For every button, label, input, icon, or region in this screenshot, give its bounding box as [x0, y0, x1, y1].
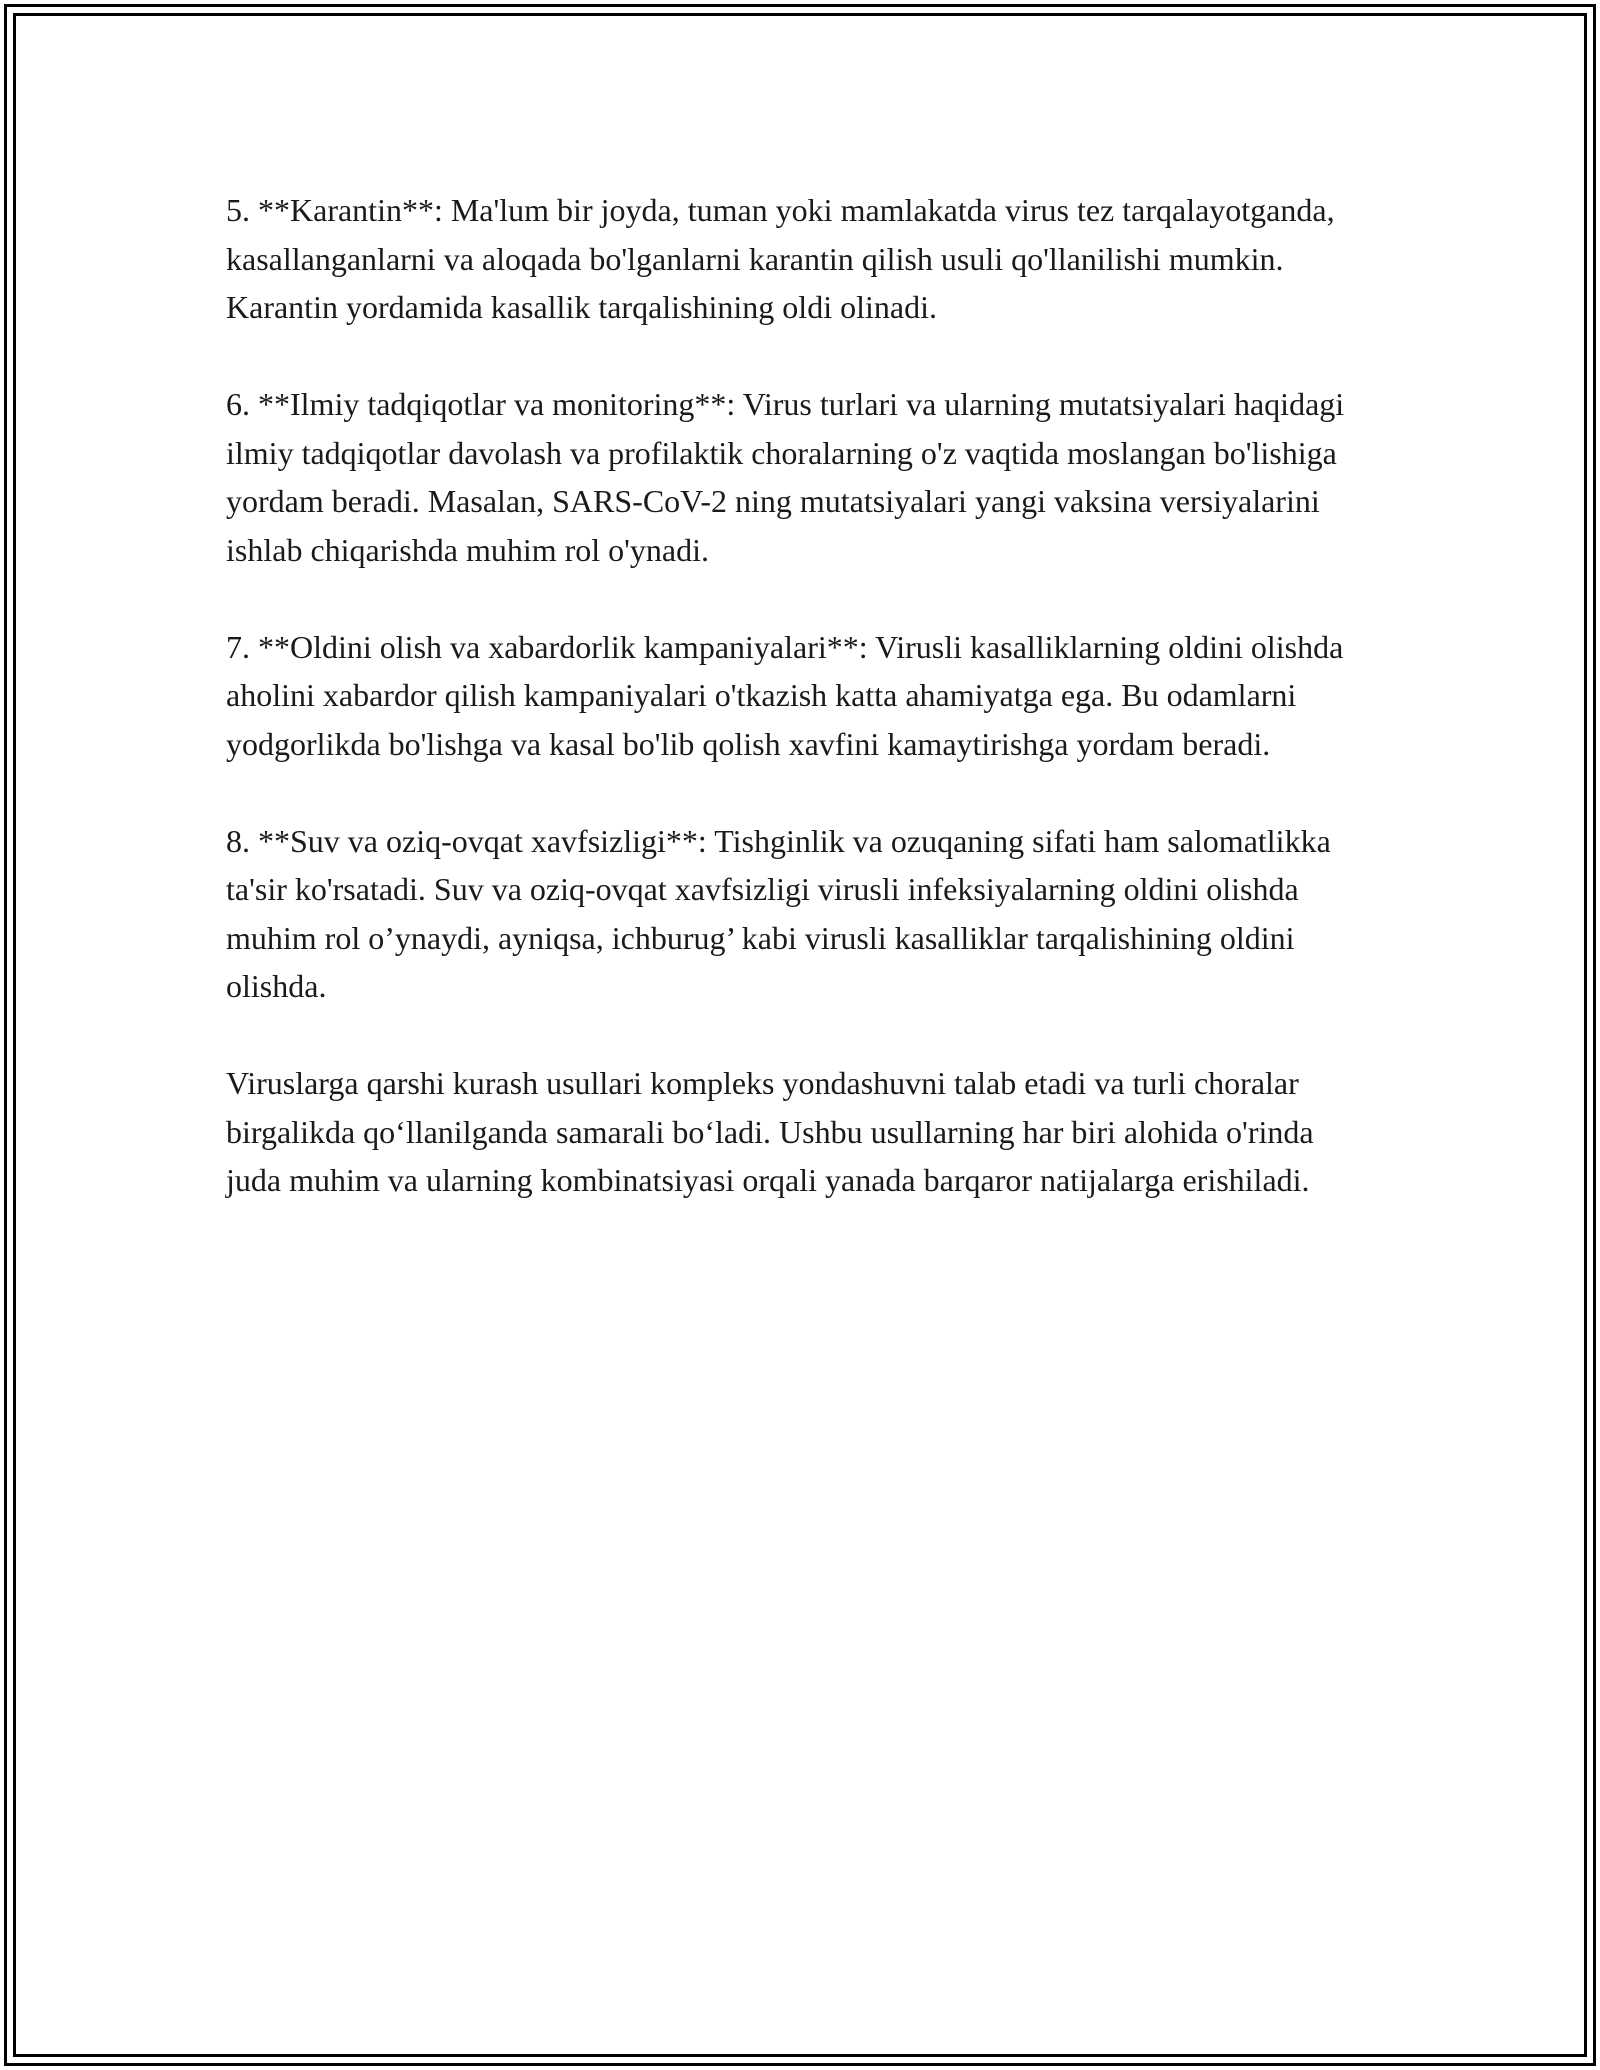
paragraph-oldini-olish: 7. **Oldini olish va xabardorlik kampaniyalari**: Virusli kasalliklarning oldini olishda aholini xabardor qilish kampaniyalari o'tkazish katta ahamiyatga ega. Bu odamlarni yodgorlikda bo'lishga va kasal bo'lib qolish xavfini kamaytirishga yordam beradi. [226, 628, 1344, 762]
paragraph-conclusion: Viruslarga qarshi kurash usullari kompleks yondashuvni talab etadi va turli choralar birgalikda qo‘llanilganda samarali bo‘ladi. Ushbu usullarning har biri alohida o'rinda juda muhim va ularning kombinatsiyasi orqali yanada barqaror natijalarga erishiladi. [226, 1065, 1314, 1198]
paragraph-karantin: 5. **Karantin**: Ma'lum bir joyda, tuman yoki mamlakatda virus tez tarqalayotganda, kasallanganlarni va aloqada bo'lganlarni karantin qilish usuli qo'llanilishi mumkin. Karantin yordamida kasallik tarqalishining oldi olinadi. [226, 192, 1335, 325]
paragraph-suv-oziq-ovqat: 8. **Suv va oziq-ovqat xavfsizligi**: Tishginlik va ozuqaning sifati ham salomatlikka ta'sir ko'rsatadi. Suv va oziq-ovqat xavfsizligi virusli infeksiyalarning oldini olishda muhim rol o’ynaydi, ayniqsa, ichburug’ kabi virusli kasalliklar tarqalishining oldini olishda. [226, 822, 1331, 1004]
document-body [226, 186, 1376, 1253]
paragraph-ilmiy-tadqiqotlar: 6. **Ilmiy tadqiqotlar va monitoring**: Virus turlari va ularning mutatsiyalari haqidagi ilmiy tadqiqotlar davolash va profilaktik choralarning o'z vaqtida moslangan bo'lishiga yordam beradi. Masalan, SARS-CoV-2 ning mutatsiyalari yangi vaksina versiyalarini ishlab chiqarishda muhim rol o'ynadi. [226, 386, 1345, 568]
